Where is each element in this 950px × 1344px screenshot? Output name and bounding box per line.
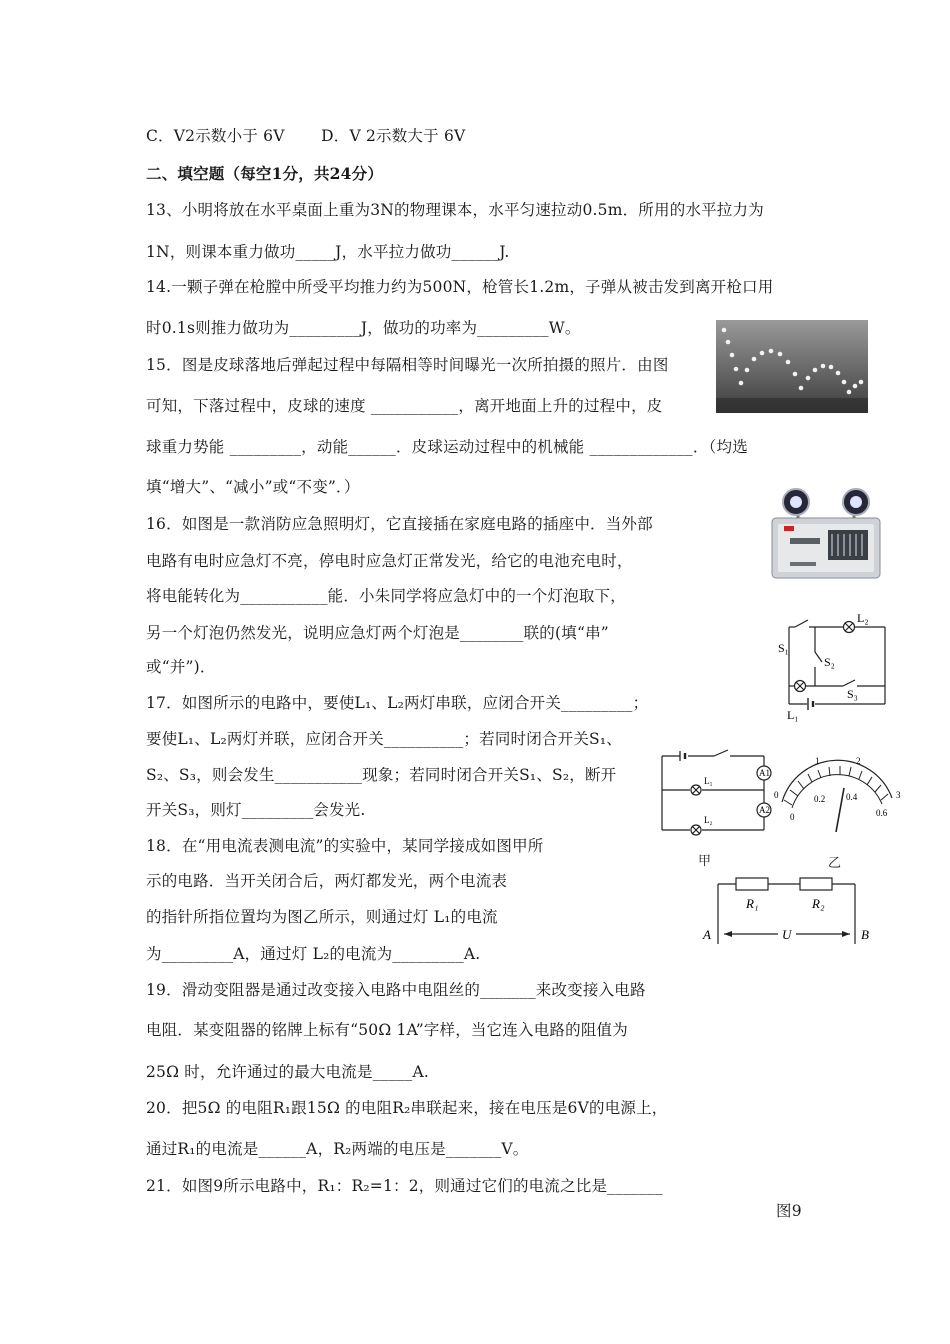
question-16-line-4: 另一个灯泡仍然发光，说明应急灯两个灯泡是________联的(填“串” [146, 624, 609, 642]
question-18-line-3: 的指针所指位置均为图乙所示，则通过灯 L₁的电流 [146, 908, 498, 926]
ammeter-tick-top-2: 2 [856, 756, 861, 766]
ammeter-tick-bottom-0-2: 0.2 [814, 794, 826, 804]
question-13-line-1: 13、小明将放在水平桌面上重为3N的物理课本，水平匀速拉动0.5m．所用的水平拉力为 [146, 201, 764, 219]
circuit-diagram-q17 [775, 612, 890, 724]
emergency-light-photo [770, 488, 882, 580]
question-13-line-2: 1N，则课本重力做功_____J，水平拉力做功______J. [146, 243, 510, 261]
question-19-line-3: 25Ω 时，允许通过的最大电流是_____A. [146, 1063, 429, 1081]
resistor-r2-label: R₂ [812, 896, 825, 911]
question-15-line-4: 填“增大”、“减小”或“不变”．） [146, 478, 360, 496]
switch-s2-label: S₂ [824, 655, 835, 669]
question-16-line-3: 将电能转化为___________能．小朱同学将应急灯中的一个灯泡取下， [146, 587, 626, 605]
question-15-line-1: 15．图是皮球落地后弹起过程中每隔相等时间曝光一次所拍摄的照片．由图 [146, 356, 669, 374]
switch-s3-label: S₃ [847, 687, 858, 701]
question-15-line-2: 可知，下落过程中，皮球的速度 ___________，离开地面上升的过程中，皮 [146, 397, 663, 415]
ammeter-tick-bottom-0-6: 0.6 [876, 808, 888, 818]
circuit-diagram-q18 [658, 748, 768, 833]
figure-label-yi: 乙 [828, 856, 842, 871]
ammeter-tick-top-1: 1 [815, 756, 820, 766]
voltage-u-label: U [782, 927, 792, 942]
ammeter-a2-label: A2 [759, 805, 770, 815]
resistor-r1-label: R₁ [746, 896, 759, 911]
question-17-line-2: 要使L₁、L₂两灯并联，应闭合开关__________；若同时闭合开关S₁、 [146, 730, 622, 748]
question-16-line-1: 16．如图是一款消防应急照明灯，它直接插在家庭电路的插座中．当外部 [146, 515, 653, 533]
option-line-c-d: C．V2示数小于 6V D．V 2示数大于 6V [146, 127, 466, 145]
question-18-line-1: 18．在“用电流表测电流”的实验中，某同学接成如图甲所 [146, 837, 544, 855]
question-16-line-2: 电路有电时应急灯不亮，停电时应急灯正常发光，给它的电池充电时， [146, 552, 633, 570]
question-17-line-4: 开关S₃，则灯_________会发光. [146, 801, 366, 819]
figure-9-caption: 图9 [776, 1202, 802, 1220]
question-18-line-2: 示的电路．当开关闭合后，两灯都发光，两个电流表 [146, 872, 508, 890]
section-heading-fill-blanks: 二、填空题（每空1分，共24分） [146, 164, 384, 183]
ammeter-tick-top-3: 3 [896, 790, 901, 800]
lamp-l1-label: L₁ [787, 708, 799, 722]
lamp-l2-label: L₂ [704, 815, 713, 825]
ammeter-dial-figure [770, 750, 905, 835]
question-19-line-2: 电阻．某变阻器的铭牌上标有“50Ω 1A”字样，当它连入电路的阻值为 [146, 1021, 628, 1039]
question-14-line-1: 14.一颗子弹在枪膛中所受平均推力约为500N，枪管长1.2m，子弹从被击发到离开枪口用 [146, 278, 774, 296]
ammeter-tick-bottom-0: 0 [790, 812, 795, 822]
ammeter-tick-top-0: 0 [774, 790, 779, 800]
question-20-line-1: 20．把5Ω 的电阻R₁跟15Ω 的电阻R₂串联起来，接在电压是6V的电源上， [146, 1099, 668, 1117]
bouncing-ball-photo [716, 320, 868, 413]
figure-label-jia: 甲 [698, 854, 712, 869]
question-19-line-1: 19．滑动变阻器是通过改变接入电路中电阻丝的_______来改变接入电路 [146, 981, 646, 999]
question-17-line-1: 17．如图所示的电路中，要使L₁、L₂两灯串联，应闭合开关_________； [146, 694, 649, 712]
ammeter-a1-label: A1 [759, 768, 770, 778]
ammeter-tick-bottom-0-4: 0.4 [846, 792, 858, 802]
terminal-b-label: B [861, 927, 869, 942]
question-15-line-3: 球重力势能 _________，动能______．皮球运动过程中的机械能 _____________．（均选 [146, 438, 748, 456]
question-18-line-4: 为_________A，通过灯 L₂的电流为_________A. [146, 945, 481, 963]
switch-s1-label: S₁ [778, 641, 789, 655]
question-17-line-3: S₂、S₃，则会发生___________现象；若同时闭合开关S₁、S₂，断开 [146, 766, 617, 784]
question-14-line-2: 时0.1s则推力做功为_________J，做功的功率为_________W。 [146, 319, 581, 337]
question-21-line-1: 21．如图9所示电路中，R₁：R₂=1：2，则通过它们的电流之比是_______ [146, 1177, 663, 1195]
lamp-l1-label: L₁ [704, 776, 713, 786]
question-16-line-5: 或“并”)． [146, 658, 216, 676]
terminal-a-label: A [703, 927, 711, 942]
lamp-l2-label: L₂ [857, 611, 869, 625]
question-20-line-2: 通过R₁的电流是______A，R₂两端的电压是_______V。 [146, 1140, 529, 1158]
series-resistor-figure-9 [700, 872, 880, 952]
